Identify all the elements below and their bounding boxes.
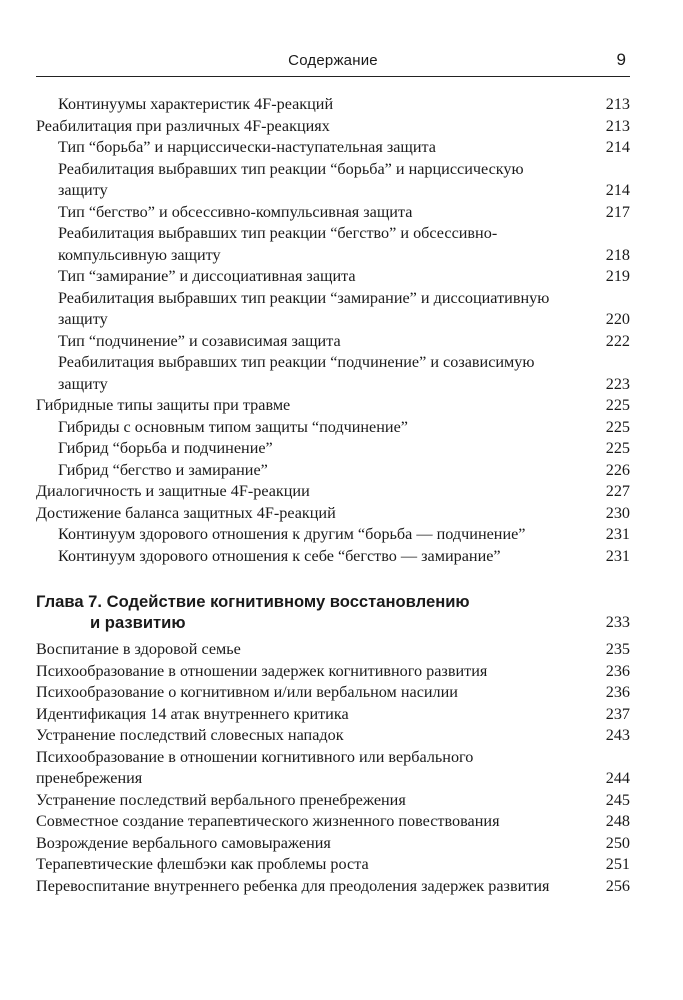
toc-entry: Устранение последствий вербального пренебрежения 245 (36, 790, 630, 812)
toc-page: 236 (605, 683, 630, 701)
toc-page: 235 (605, 640, 630, 658)
chapter-heading (36, 591, 630, 633)
toc-entry: Гибриды с основным типом защиты “подчинение” 225 (36, 417, 630, 439)
toc-entry: Терапевтические флешбэки как проблемы роста 251 (36, 854, 630, 876)
toc-page: 217 (605, 202, 630, 221)
page-number: 9 (616, 50, 626, 69)
toc-entry: Реабилитация выбравших тип реакции “бегство” и обсессивно-компульсивную защиту 218 (36, 223, 630, 266)
toc-page: 226 (605, 460, 630, 479)
toc-entry: Тип “борьба” и нарциссически-наступательная защита 214 (36, 137, 630, 159)
toc-page: 244 (605, 769, 630, 787)
toc-page: 250 (605, 833, 630, 852)
toc-page: 251 (605, 855, 630, 873)
table-of-contents (36, 94, 630, 897)
chapter-title-line-2: и развитию (90, 613, 186, 632)
toc-entry: Гибрид “борьба и подчинение” 225 (36, 438, 630, 460)
toc-entry: Гибридные типы защиты при травме 225 (36, 395, 630, 417)
toc-page: 248 (605, 812, 630, 830)
toc-page: 245 (605, 790, 630, 809)
toc-page: 220 (605, 310, 630, 328)
chapter-page: 233 (605, 613, 630, 631)
toc-page: 230 (605, 503, 630, 522)
toc-page: 227 (605, 482, 630, 500)
toc-entry: Гибрид “бегство и замирание” 226 (36, 460, 630, 482)
running-header (36, 50, 630, 77)
toc-page: 223 (605, 374, 630, 393)
toc-page: 214 (605, 181, 630, 199)
toc-page: 214 (605, 138, 630, 156)
toc-entry: Психообразование в отношении задержек когнитивного развития 236 (36, 661, 630, 683)
toc-entry: Континуум здорового отношения к другим “борьба — подчинение” 231 (36, 524, 630, 546)
toc-entry: Совместное создание терапевтического жизненного повествования 248 (36, 811, 630, 833)
toc-entry: Континуумы характеристик 4F-реакций 213 (36, 94, 630, 116)
toc-page: 236 (605, 661, 630, 680)
toc-page: 213 (605, 116, 630, 135)
toc-entry: Реабилитация при различных 4F-реакциях 213 (36, 116, 630, 138)
toc-page: 231 (605, 546, 630, 565)
toc-entry: Тип “подчинение” и созависимая защита 222 (36, 331, 630, 353)
toc-entry: Воспитание в здоровой семье 235 (36, 639, 630, 661)
toc-entry: Реабилитация выбравших тип реакции “борьба” и нарциссическую защиту 214 (36, 159, 630, 202)
toc-page: 225 (605, 439, 630, 457)
toc-entry: Устранение последствий словесных нападок 243 (36, 725, 630, 747)
toc-page: 213 (605, 95, 630, 113)
toc-entry: Диалогичность и защитные 4F-реакции 227 (36, 481, 630, 503)
toc-entry: Континуум здорового отношения к себе “бегство — замирание” 231 (36, 546, 630, 568)
toc-page: 218 (605, 245, 630, 264)
toc-page: 225 (605, 417, 630, 436)
toc-page: 256 (605, 876, 630, 895)
toc-entry: Перевоспитание внутреннего ребенка для преодоления задержек развития 256 (36, 876, 630, 898)
toc-entry: Возрождение вербального самовыражения 250 (36, 833, 630, 855)
toc-entry: Тип “замирание” и диссоциативная защита 219 (36, 266, 630, 288)
toc-entry: Идентификация 14 атак внутреннего критика 237 (36, 704, 630, 726)
toc-page: 225 (605, 396, 630, 414)
toc-page: 231 (605, 525, 630, 543)
toc-entry: Реабилитация выбравших тип реакции “замирание” и диссоциативную защиту 220 (36, 288, 630, 331)
toc-page: 243 (605, 726, 630, 744)
toc-page: 237 (605, 704, 630, 723)
running-title: Содержание (288, 52, 378, 69)
toc-page: 219 (605, 267, 630, 285)
toc-page: 222 (605, 331, 630, 350)
toc-entry: Психообразование о когнитивном и/или вербальном насилии 236 (36, 682, 630, 704)
toc-entry: Психообразование в отношении когнитивного или вербального пренебрежения 244 (36, 747, 630, 790)
toc-entry: Тип “бегство” и обсессивно-компульсивная защита 217 (36, 202, 630, 224)
chapter-title-line-1: Глава 7. Содействие когнитивному восстановлению (36, 592, 470, 611)
toc-entry: Реабилитация выбравших тип реакции “подчинение” и созависимую защиту 223 (36, 352, 630, 395)
toc-entry: Достижение баланса защитных 4F-реакций 230 (36, 503, 630, 525)
